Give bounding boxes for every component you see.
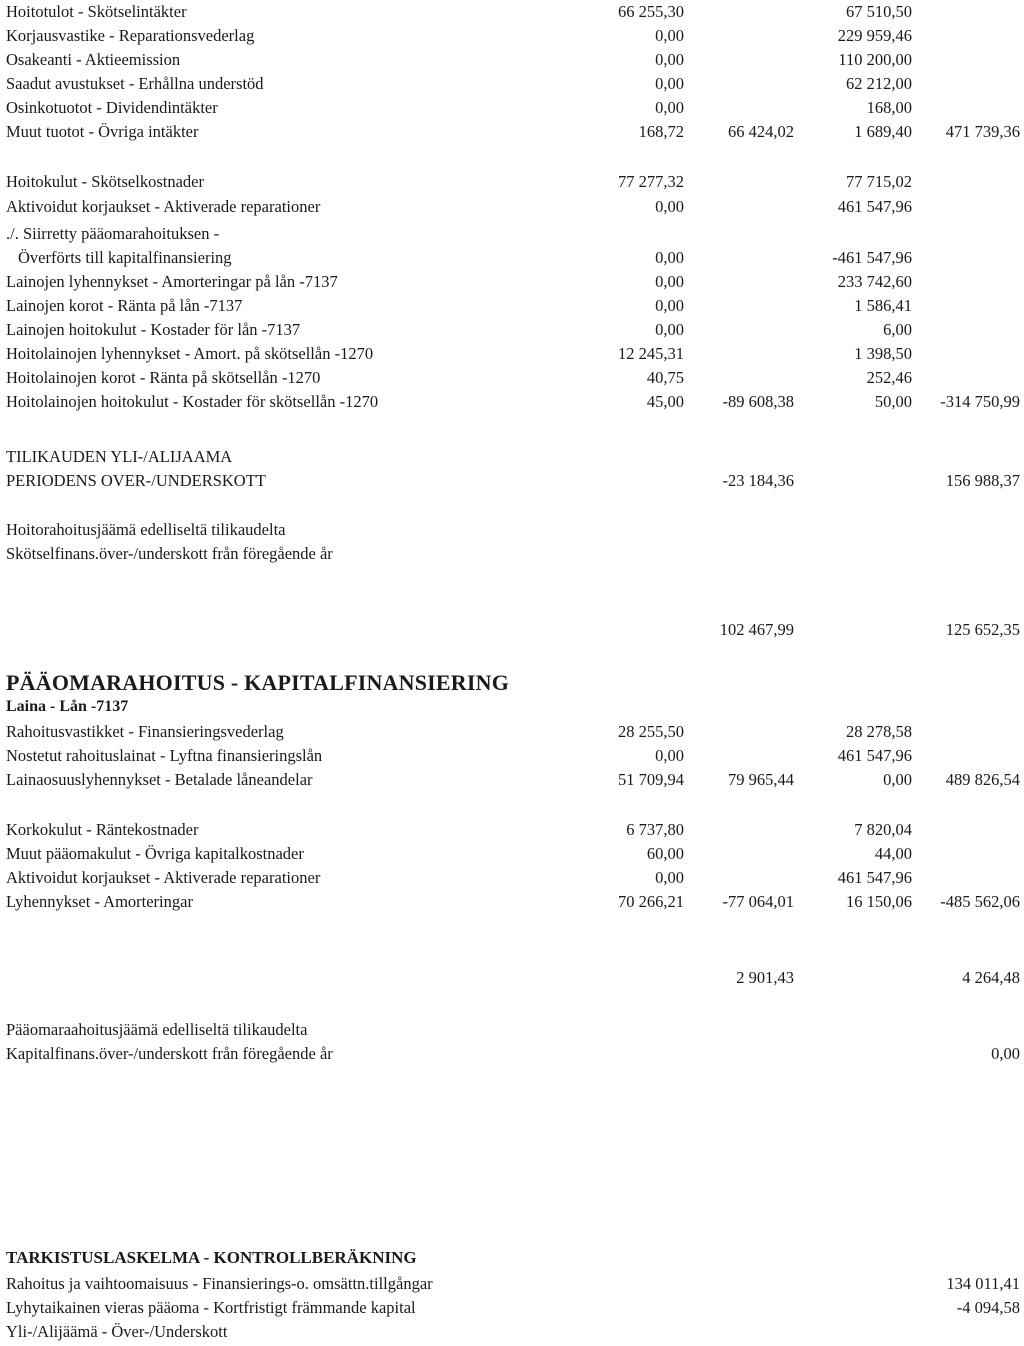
row-label: Muut tuotot - Övriga intäkter	[6, 122, 199, 141]
table-row	[0, 48, 1024, 72]
row-label: Lainojen hoitokulut - Kostader för lån -7137	[6, 320, 301, 339]
amount-c4: 0,00	[991, 1044, 1020, 1063]
table-row	[0, 222, 1024, 246]
table-row	[0, 445, 1024, 469]
table-row	[0, 1296, 1024, 1320]
table-row	[0, 1272, 1024, 1296]
amount-c4: -314 750,99	[940, 392, 1020, 411]
row-label: Rahoitusvastikket - Finansieringsvederlag	[6, 722, 284, 741]
control-calculation-heading: TARKISTUSLASKELMA - KONTROLLBERÄKNING	[6, 1248, 417, 1267]
row-label: Hoitolainojen korot - Ränta på skötsellån -1270	[6, 368, 321, 387]
table-row	[0, 469, 1024, 493]
table-row	[0, 170, 1024, 194]
row-label: Osinkotuotot - Dividendintäkter	[6, 98, 218, 117]
amount-c3: 229 959,46	[837, 26, 912, 45]
amount-c3: 1 586,41	[854, 296, 912, 315]
row-label: Lainaosuuslyhennykset - Betalade låneandelar	[6, 770, 313, 789]
row-label: Aktivoidut korjaukset - Aktiverade reparationer	[6, 197, 321, 216]
amount-c2: 102 467,99	[719, 620, 794, 639]
table-row	[0, 318, 1024, 342]
amount-c1: 45,00	[646, 392, 684, 411]
row-label: Pääomaraahoitusjäämä edelliseltä tilikaudelta	[6, 1020, 308, 1039]
table-row	[0, 270, 1024, 294]
amount-c1: 0,00	[655, 320, 684, 339]
amount-c1: 0,00	[655, 248, 684, 267]
table-row	[0, 342, 1024, 366]
table-row	[0, 195, 1024, 219]
amount-c3: 44,00	[874, 844, 912, 863]
row-label: Hoitokulut - Skötselkostnader	[6, 172, 204, 191]
amount-c4: -4 094,58	[956, 1298, 1020, 1317]
table-row	[0, 24, 1024, 48]
amount-c1: 77 277,32	[618, 172, 684, 191]
amount-c3: 110 200,00	[838, 50, 912, 69]
amount-c3: 461 547,96	[837, 197, 912, 216]
amount-c4: -485 562,06	[940, 892, 1020, 911]
amount-c1: 0,00	[655, 74, 684, 93]
amount-c1: 66 255,30	[618, 2, 684, 21]
table-row	[0, 0, 1024, 24]
loan-subheading: Laina - Lån -7137	[6, 698, 129, 715]
table-row	[0, 518, 1024, 542]
row-label: Yli-/Alijäämä - Över-/Underskott	[6, 1322, 228, 1341]
row-label: Korjausvastike - Reparationsvederlag	[6, 26, 255, 45]
row-label: PERIODENS OVER-/UNDERSKOTT	[6, 471, 266, 490]
amount-c3: 16 150,06	[846, 892, 912, 911]
amount-c1: 28 255,50	[618, 722, 684, 741]
amount-c4: 4 264,48	[962, 968, 1020, 987]
amount-c3: 1 689,40	[854, 122, 912, 141]
table-row	[0, 866, 1024, 890]
table-row	[0, 842, 1024, 866]
table-row	[0, 1018, 1024, 1042]
row-label: Aktivoidut korjaukset - Aktiverade reparationer	[6, 868, 321, 887]
row-label: Saadut avustukset - Erhållna understöd	[6, 74, 264, 93]
table-row	[0, 768, 1024, 792]
table-row	[0, 720, 1024, 744]
amount-c1: 12 245,31	[618, 344, 684, 363]
table-row	[0, 744, 1024, 768]
amount-c3: 67 510,50	[846, 2, 912, 21]
table-row	[0, 818, 1024, 842]
amount-c2: -89 608,38	[722, 392, 794, 411]
amount-c3: 233 742,60	[837, 272, 912, 291]
amount-c2: -77 064,01	[722, 892, 794, 911]
row-label: Korkokulut - Räntekostnader	[6, 820, 199, 839]
amount-c1: 6 737,80	[626, 820, 684, 839]
amount-c4: 489 826,54	[945, 770, 1020, 789]
amount-c2: 66 424,02	[728, 122, 794, 141]
table-row	[0, 366, 1024, 390]
amount-c1: 0,00	[655, 868, 684, 887]
table-row	[0, 966, 1024, 990]
row-label: Lyhytaikainen vieras pääoma - Kortfristigt främmande kapital	[6, 1298, 416, 1317]
amount-c3: 168,00	[866, 98, 912, 117]
row-label: Skötselfinans.över-/underskott från föregående år	[6, 544, 333, 563]
amount-c1: 60,00	[646, 844, 684, 863]
amount-c3: 50,00	[874, 392, 912, 411]
table-row	[0, 390, 1024, 414]
amount-c3: 77 715,02	[846, 172, 912, 191]
amount-c3: 7 820,04	[854, 820, 912, 839]
row-label: Rahoitus ja vaihtoomaisuus - Finansierings-o. omsättn.tillgångar	[6, 1274, 433, 1293]
amount-c4: 125 652,35	[945, 620, 1020, 639]
row-label: Lainojen korot - Ränta på lån -7137	[6, 296, 243, 315]
amount-c1: 70 266,21	[618, 892, 684, 911]
row-label: Nostetut rahoituslainat - Lyftna finansieringslån	[6, 746, 323, 765]
table-row	[0, 1042, 1024, 1066]
amount-c3: 461 547,96	[837, 746, 912, 765]
row-label: Hoitolainojen lyhennykset - Amort. på skötsellån -1270	[6, 344, 374, 363]
amount-c1: 51 709,94	[618, 770, 684, 789]
table-row	[0, 246, 1024, 270]
row-label: ./. Siirretty pääomarahoituksen -	[6, 224, 220, 243]
amount-c3: 28 278,58	[846, 722, 912, 741]
amount-c3: -461 547,96	[832, 248, 912, 267]
amount-c1: 0,00	[655, 50, 684, 69]
amount-c4: 156 988,37	[945, 471, 1020, 490]
amount-c1: 0,00	[655, 197, 684, 216]
amount-c1: 168,72	[638, 122, 684, 141]
table-row	[0, 890, 1024, 914]
table-row	[0, 618, 1024, 642]
amount-c1: 0,00	[655, 272, 684, 291]
row-label: TILIKAUDEN YLI-/ALIJAAMA	[6, 447, 233, 466]
amount-c1: 40,75	[646, 368, 684, 387]
table-row	[0, 1320, 1024, 1344]
amount-c3: 6,00	[883, 320, 912, 339]
table-row	[0, 96, 1024, 120]
amount-c3: 1 398,50	[854, 344, 912, 363]
row-label: Lainojen lyhennykset - Amorteringar på lån -7137	[6, 272, 338, 291]
row-label: Hoitolainojen hoitokulut - Kostader för skötsellån -1270	[6, 392, 379, 411]
amount-c4: 471 739,36	[945, 122, 1020, 141]
amount-c3: 0,00	[883, 770, 912, 789]
amount-c1: 0,00	[655, 26, 684, 45]
amount-c1: 0,00	[655, 296, 684, 315]
amount-c3: 62 212,00	[846, 74, 912, 93]
table-row	[0, 294, 1024, 318]
row-label: Hoitotulot - Skötselintäkter	[6, 2, 187, 21]
row-label: Kapitalfinans.över-/underskott från föregående år	[6, 1044, 333, 1063]
amount-c4: 134 011,41	[946, 1274, 1020, 1293]
row-label: Lyhennykset - Amorteringar	[6, 892, 193, 911]
table-row	[0, 72, 1024, 96]
row-label: Muut pääomakulut - Övriga kapitalkostnader	[6, 844, 304, 863]
table-row	[0, 542, 1024, 566]
table-row	[0, 120, 1024, 144]
row-label: Osakeanti - Aktieemission	[6, 50, 181, 69]
amount-c1: 0,00	[655, 746, 684, 765]
amount-c2: 2 901,43	[736, 968, 794, 987]
amount-c3: 461 547,96	[837, 868, 912, 887]
row-label: Hoitorahoitusjäämä edelliseltä tilikaudelta	[6, 520, 286, 539]
capital-financing-heading: PÄÄOMARAHOITUS - KAPITALFINANSIERING	[6, 670, 510, 695]
amount-c2: -23 184,36	[722, 471, 794, 490]
amount-c1: 0,00	[655, 98, 684, 117]
row-label: Överförts till kapitalfinansiering	[18, 248, 232, 267]
amount-c2: 79 965,44	[728, 770, 794, 789]
amount-c3: 252,46	[866, 368, 912, 387]
